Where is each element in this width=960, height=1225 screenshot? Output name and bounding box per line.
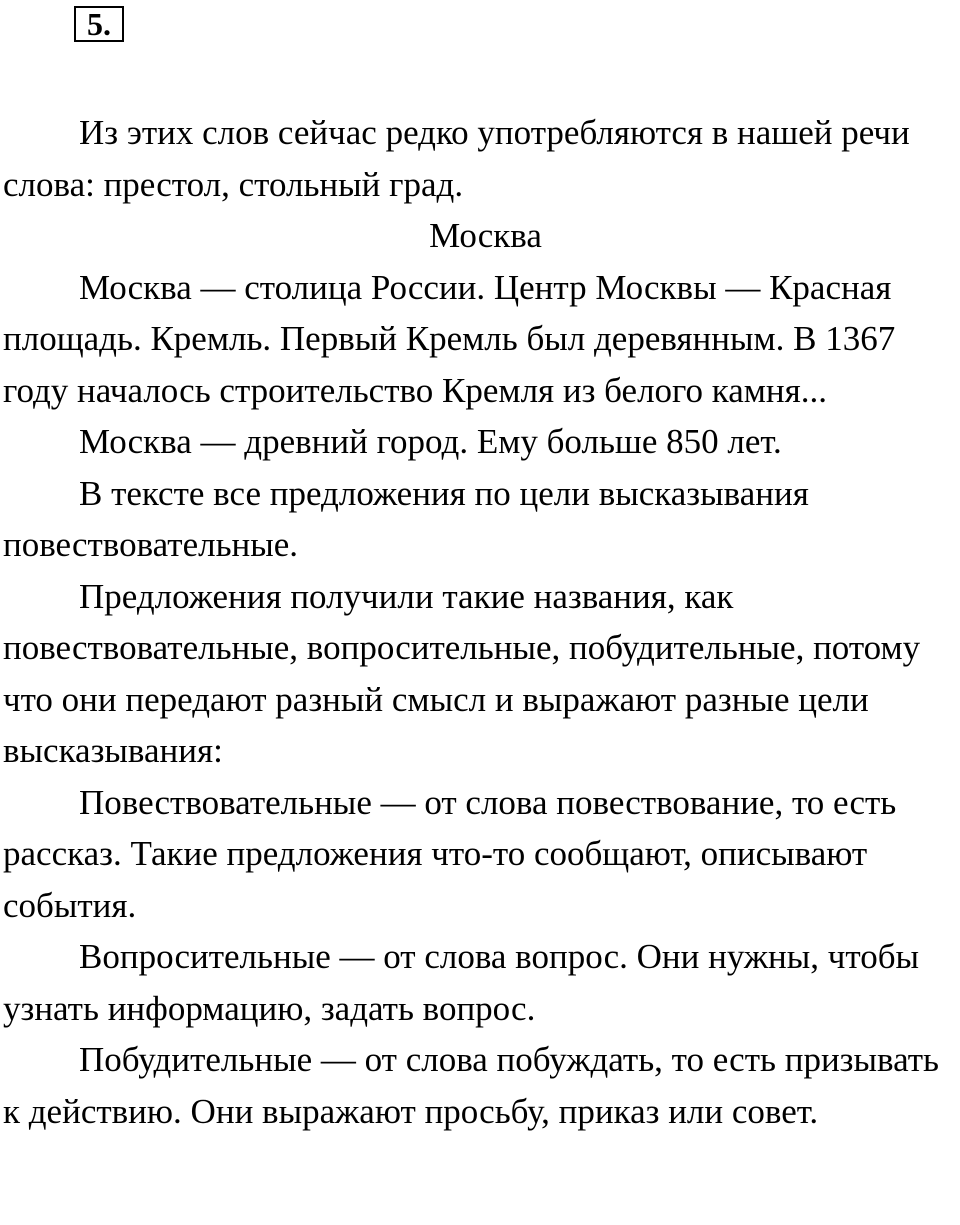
task-number-badge: 5.	[74, 6, 124, 42]
answer-text	[3, 107, 958, 1137]
paragraph-imperative: Побудительные — от слова побуждать, то есть призывать к действию. Они выражают просьбу, приказ или совет.	[3, 1040, 939, 1131]
paragraph-narrative: Повествовательные — от слова повествование, то есть рассказ. Такие предложения что-то сообщают, описывают события.	[3, 782, 897, 925]
paragraph-interrogative: Вопросительные — от слова вопрос. Они нужны, чтобы узнать информацию, задать вопрос.	[3, 937, 920, 1028]
paragraph-sentence-types: Предложения получили такие названия, как повествовательные, вопросительные, побудительные, потому что они передают разный смысл и выражают разные цели высказывания:	[3, 576, 921, 770]
text-heading: Москва	[429, 216, 542, 255]
paragraph-moscow-ancient: Москва — древний город. Ему больше 850 лет.	[79, 422, 782, 461]
paragraph-sentence-purpose: В тексте все предложения по цели высказывания повествовательные.	[3, 473, 809, 564]
paragraph-rare-words: Из этих слов сейчас редко употребляются в нашей речи слова: престол, стольный град.	[3, 113, 910, 204]
paragraph-moscow-capital: Москва — столица России. Центр Москвы — Красная площадь. Кремль. Первый Кремль был деревянным. В 1367 году началось строительство Кремля из белого камня...	[3, 267, 896, 410]
